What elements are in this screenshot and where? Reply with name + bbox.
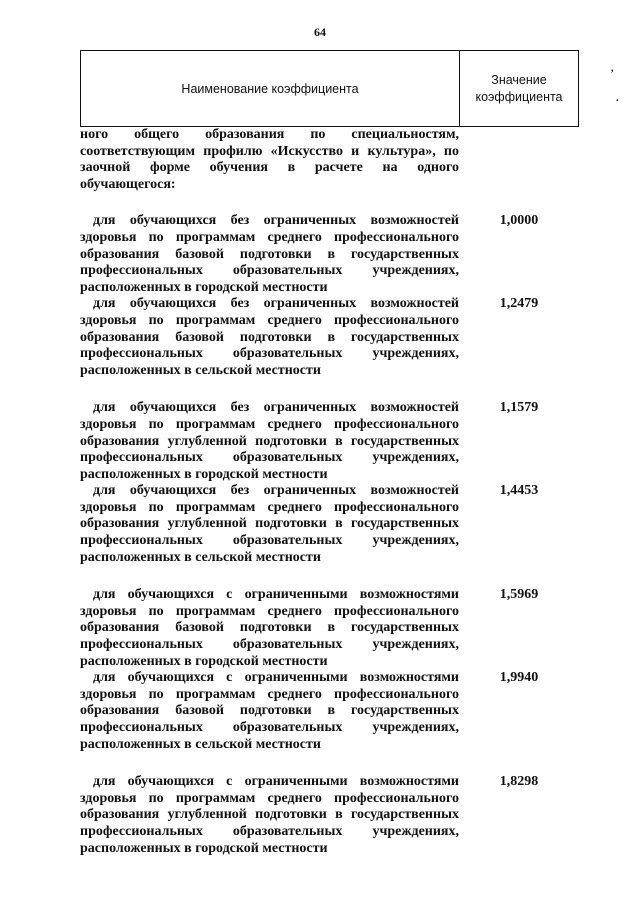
coefficient-value: 1,5969 (499, 587, 539, 603)
coefficient-row (80, 587, 579, 670)
coefficient-description: для обучающихся без ограниченных возможностей здоровья по программам среднего профессионального образования углубленной подготовки в государственных профессиональных образовательных учреждениях, расположенных в городской местности (80, 400, 459, 482)
column-header-value-line1: Значение (491, 72, 547, 87)
coefficient-value: 1,2479 (499, 296, 539, 312)
coefficient-row (80, 670, 579, 753)
coefficient-row (80, 774, 579, 857)
margin-mark: . (616, 93, 619, 104)
column-header-name: Наименование коэффициента (81, 51, 460, 126)
continuation-text: ного общего образования по специальностям, соответствующим профилю «Искусство и культура», по заочной форме обучения в расчете на одного обучающегося: (80, 127, 459, 192)
coefficient-description: для обучающихся без ограниченных возможностей здоровья по программам среднего профессионального образования углубленной подготовки в государственных профессиональных образовательных учреждениях, расположенных в сельской местности (80, 483, 459, 565)
table-header (80, 50, 579, 127)
column-header-value (460, 51, 578, 126)
coefficient-description: для обучающихся с ограниченными возможностями здоровья по программам среднего профессионального образования базовой подготовки в государственных профессиональных образовательных учреждениях, расположенных в городской местности (80, 587, 459, 669)
page-number: 64 (314, 25, 326, 39)
coefficient-value: 1,0000 (499, 213, 539, 229)
coefficient-description: для обучающихся без ограниченных возможностей здоровья по программам среднего профессионального образования базовой подготовки в государственных профессиональных образовательных учреждениях, расположенных в сельской местности (80, 296, 459, 378)
coefficient-row (80, 213, 579, 296)
group-spacer (80, 753, 579, 774)
group-spacer (80, 379, 579, 400)
column-header-value-line2: коэффициента (475, 89, 563, 104)
coefficient-row (80, 400, 579, 483)
coefficient-value: 1,8298 (499, 774, 539, 790)
coefficient-row (80, 296, 579, 379)
margin-mark: , (611, 63, 614, 74)
group-spacer (80, 566, 579, 587)
coefficient-value: 1,4453 (499, 483, 539, 499)
coefficient-description: для обучающихся с ограниченными возможностями здоровья по программам среднего профессионального образования базовой подготовки в государственных профессиональных образовательных учреждениях, расположенных в сельской местности (80, 670, 459, 752)
coefficient-value: 1,1579 (499, 400, 539, 416)
coefficient-row (80, 483, 579, 566)
coefficient-description: для обучающихся без ограниченных возможностей здоровья по программам среднего профессионального образования базовой подготовки в государственных профессиональных образовательных учреждениях, расположенных в городской местности (80, 213, 459, 295)
coefficient-description: для обучающихся с ограниченными возможностями здоровья по программам среднего профессионального образования углубленной подготовки в государственных профессиональных образовательных учреждениях, расположенных в городской местности (80, 774, 459, 856)
coefficient-table-body (80, 127, 579, 857)
coefficient-value: 1,9940 (499, 670, 539, 686)
